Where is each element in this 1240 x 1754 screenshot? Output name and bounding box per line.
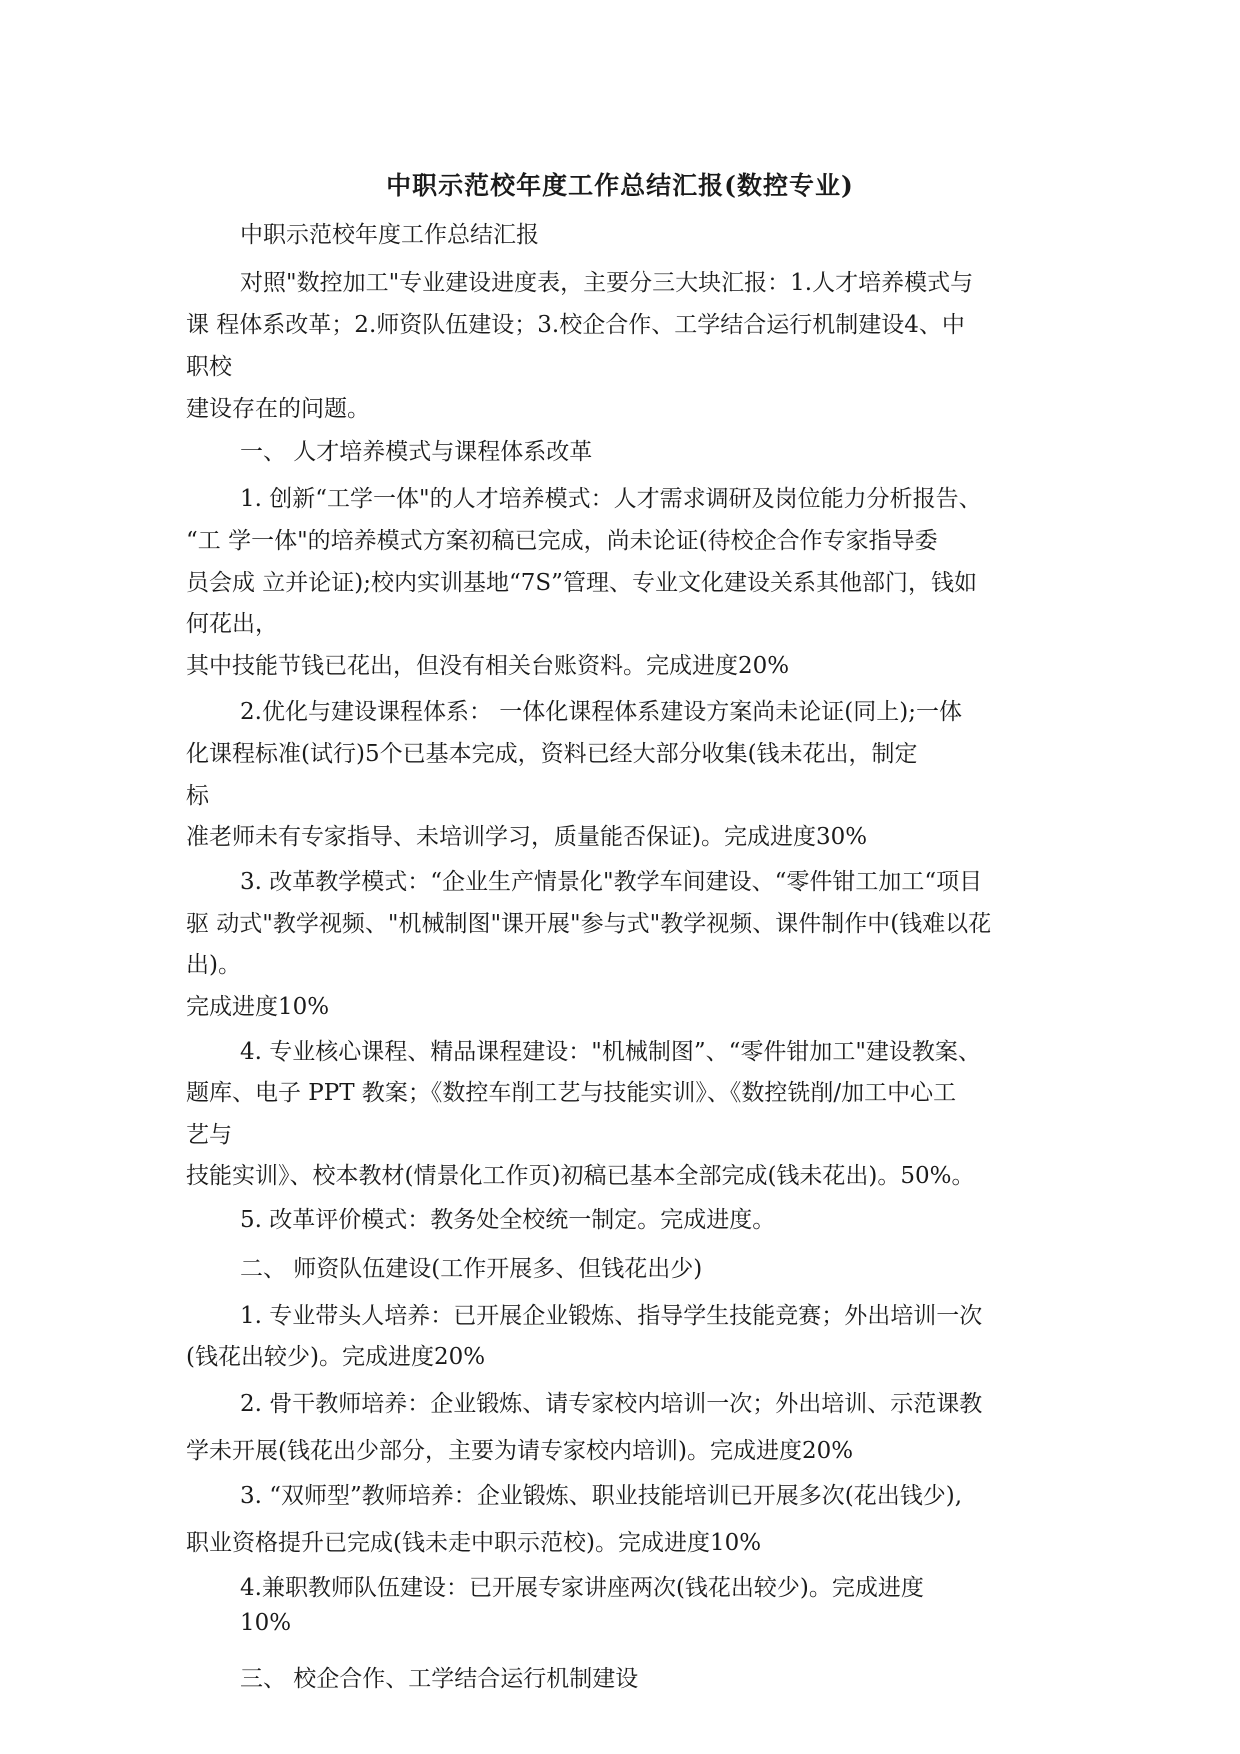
section-heading: 二、 师资队伍建设(工作开展多、但钱花出少) <box>240 1256 703 1282</box>
text-line: 3. “双师型”教师培养：企业锻炼、职业技能培训已开展多次(花出钱少), <box>240 1483 963 1509</box>
text-line: (钱花出较少)。完成进度20% <box>186 1344 486 1370</box>
text-line: 3. 改革教学模式：“企业生产情景化"教学车间建设、“零件钳工加工“项目 <box>240 869 983 895</box>
text-line: 学未开展(钱花出少部分，主要为请专家校内培训)。完成进度20% <box>186 1438 854 1464</box>
text-line: 职校 <box>186 354 232 380</box>
text-line: 对照"数控加工"专业建设进度表，主要分三大块汇报：1.人才培养模式与 <box>240 270 974 296</box>
document-title: 中职示范校年度工作总结汇报(数控专业) <box>386 171 854 200</box>
text-line: 课 程体系改革；2.师资队伍建设；3.校企合作、工学结合运行机制建设4、中 <box>186 312 965 338</box>
text-line: 建设存在的问题。 <box>186 396 370 422</box>
section-heading: 三、 校企合作、工学结合运行机制建设 <box>240 1666 639 1692</box>
text-line: 完成进度10% <box>186 994 330 1020</box>
text-line: 1. 创新“工学一体"的人才培养模式：人才需求调研及岗位能力分析报告、 <box>240 486 982 512</box>
text-line: 10% <box>240 1610 292 1636</box>
text-line: 驱 动式"教学视频、"机械制图"课开展"参与式"教学视频、课件制作中(钱难以花 <box>186 911 992 937</box>
text-line: 4.兼职教师队伍建设：已开展专家讲座两次(钱花出较少)。完成进度 <box>240 1575 924 1601</box>
text-line: 技能实训》、校本教材(情景化工作页)初稿已基本全部完成(钱未花出)。50%。 <box>186 1163 975 1189</box>
text-line: 其中技能节钱已花出，但没有相关台账资料。完成进度20% <box>186 653 790 679</box>
text-line: 2. 骨干教师培养：企业锻炼、请专家校内培训一次；外出培训、示范课教 <box>240 1391 983 1417</box>
text-line: 员会成 立并论证);校内实训基地“7S”管理、专业文化建设关系其他部门，钱如 <box>186 570 977 596</box>
text-line: 化课程标准(试行)5个已基本完成，资料已经大部分收集(钱未花出，制定 <box>186 741 918 767</box>
text-line: “工 学一体"的培养模式方案初稿已完成，尚未论证(待校企合作专家指导委 <box>186 528 938 554</box>
text-line: 1. 专业带头人培养：已开展企业锻炼、指导学生技能竞赛；外出培训一次 <box>240 1303 983 1329</box>
section-heading: 一、 人才培养模式与课程体系改革 <box>240 439 593 465</box>
text-line: 职业资格提升已完成(钱未走中职示范校)。完成进度10% <box>186 1530 762 1556</box>
text-line: 4. 专业核心课程、精品课程建设："机械制图”、“零件钳加工"建设教案、 <box>240 1039 981 1065</box>
text-line: 何花出， <box>186 611 278 637</box>
text-line: 题库、电子 PPT 教案；《数控车削工艺与技能实训》、《数控铣削/加工中心工 <box>186 1080 957 1106</box>
text-line: 5. 改革评价模式：教务处全校统一制定。完成进度。 <box>240 1207 776 1233</box>
text-line: 艺与 <box>186 1122 232 1148</box>
text-line: 标 <box>186 783 209 809</box>
text-line: 2.优化与建设课程体系： 一体化课程体系建设方案尚未论证(同上);一体 <box>240 699 962 725</box>
text-line: 出)。 <box>186 952 241 978</box>
text-line: 中职示范校年度工作总结汇报 <box>240 222 539 248</box>
text-line: 准老师未有专家指导、未培训学习，质量能否保证)。完成进度30% <box>186 824 868 850</box>
